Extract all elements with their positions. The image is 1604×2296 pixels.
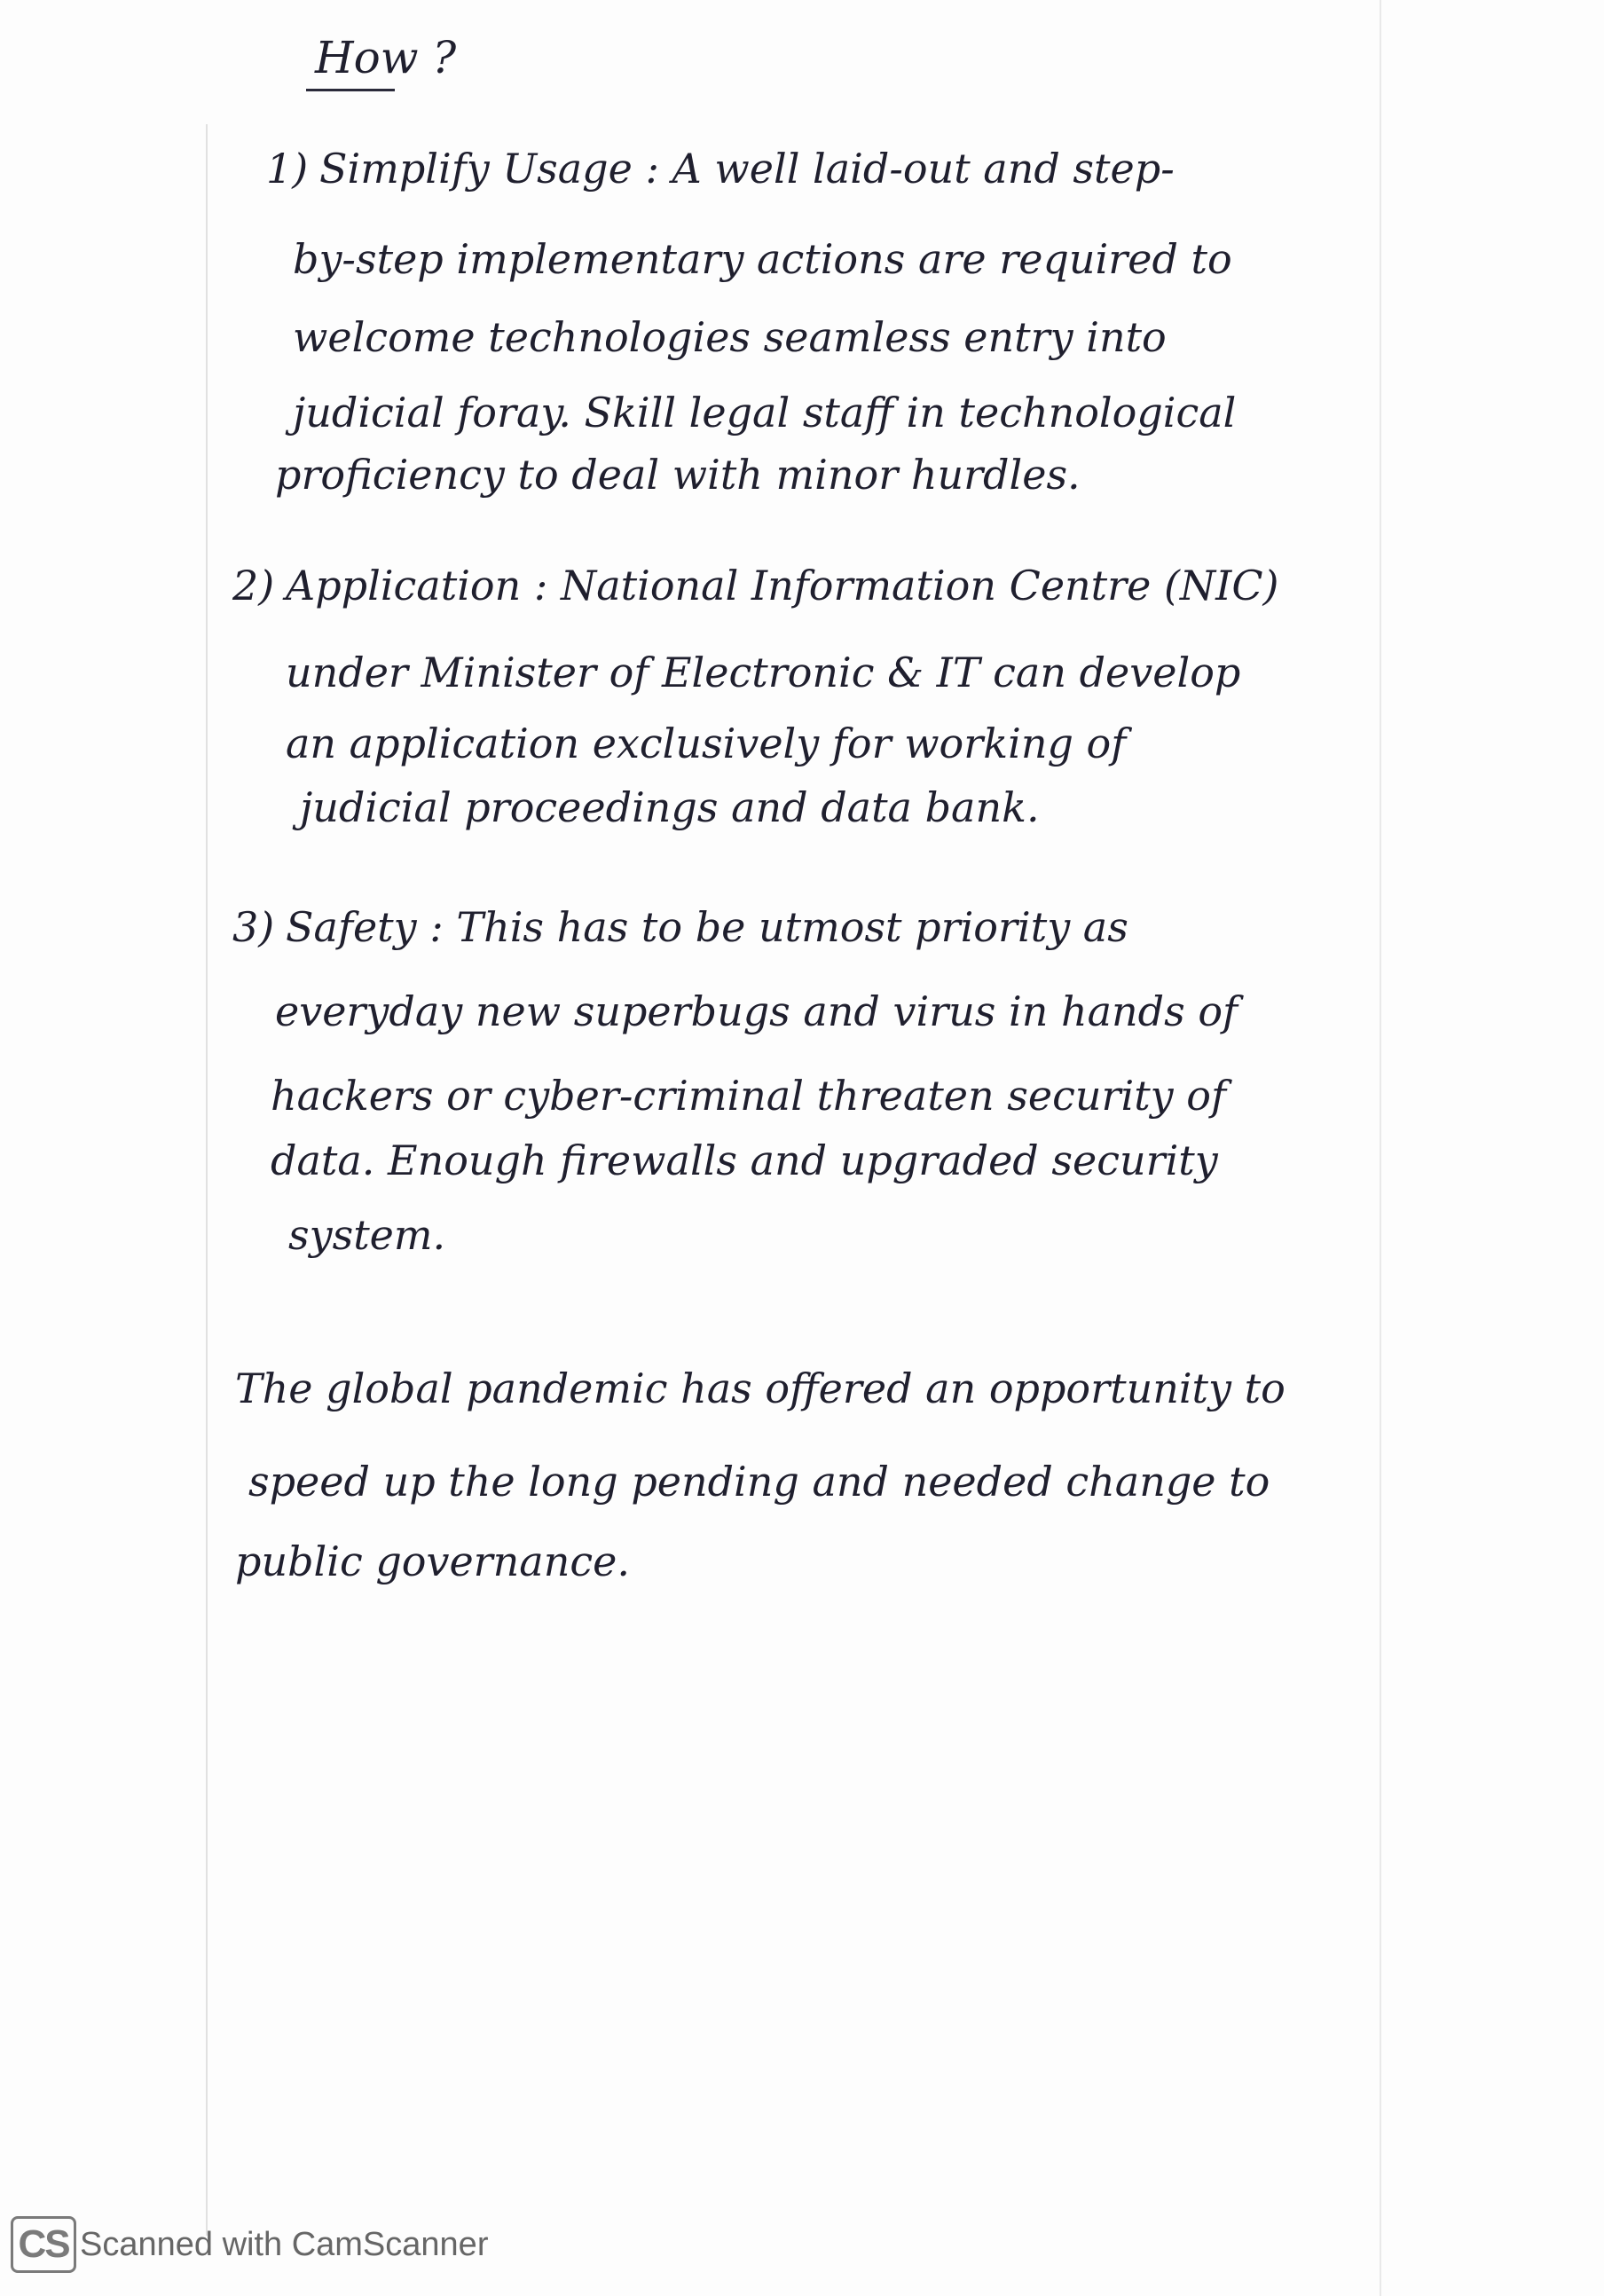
page-heading: How ? [315,32,457,83]
point-1-line-3: welcome technologies seamless entry into [293,313,1167,361]
point-2-line-2: under Minister of Electronic & IT can develop [286,649,1241,696]
point-3-line-5: system. [288,1211,446,1259]
point-1-line-5: proficiency to deal with minor hurdles. [275,451,1081,499]
conclusion-line-3: public governance. [235,1537,630,1585]
point-number: 2) [232,562,275,609]
point-3-line-3: hackers or cyber-criminal threaten security of [271,1072,1227,1120]
point-2-line-1: 2) Application : National Information Centre (NIC) [232,559,1324,612]
point-number: 1) [266,145,309,193]
point-3-line-2: everyday new superbugs and virus in hands of [275,987,1238,1035]
heading-underline [306,89,395,91]
point-number: 3) [232,903,275,951]
camscanner-watermark [11,2216,488,2273]
point-3-line-1: 3) Safety : This has to be utmost priority as [232,900,1324,954]
conclusion-line-1: The global pandemic has offered an opportunity to [235,1364,1286,1412]
margin-line [206,124,208,2236]
conclusion-line-2: speed up the long pending and needed change to [248,1458,1270,1506]
camscanner-logo-icon: CS [11,2216,76,2273]
point-1-line-4: judicial foray. Skill legal staff in technological [293,389,1237,436]
point-3-line-4: data. Enough firewalls and upgraded security [271,1136,1218,1184]
point-2-line-4: judicial proceedings and data bank. [300,783,1040,831]
point-1-line-2: by-step implementary actions are required to [293,235,1232,283]
point-2-line-3: an application exclusively for working of [286,719,1127,767]
camscanner-text: Scanned with CamScanner [80,2225,489,2263]
point-1-line-1: 1) Simplify Usage : A well laid-out and step- [266,142,1357,195]
